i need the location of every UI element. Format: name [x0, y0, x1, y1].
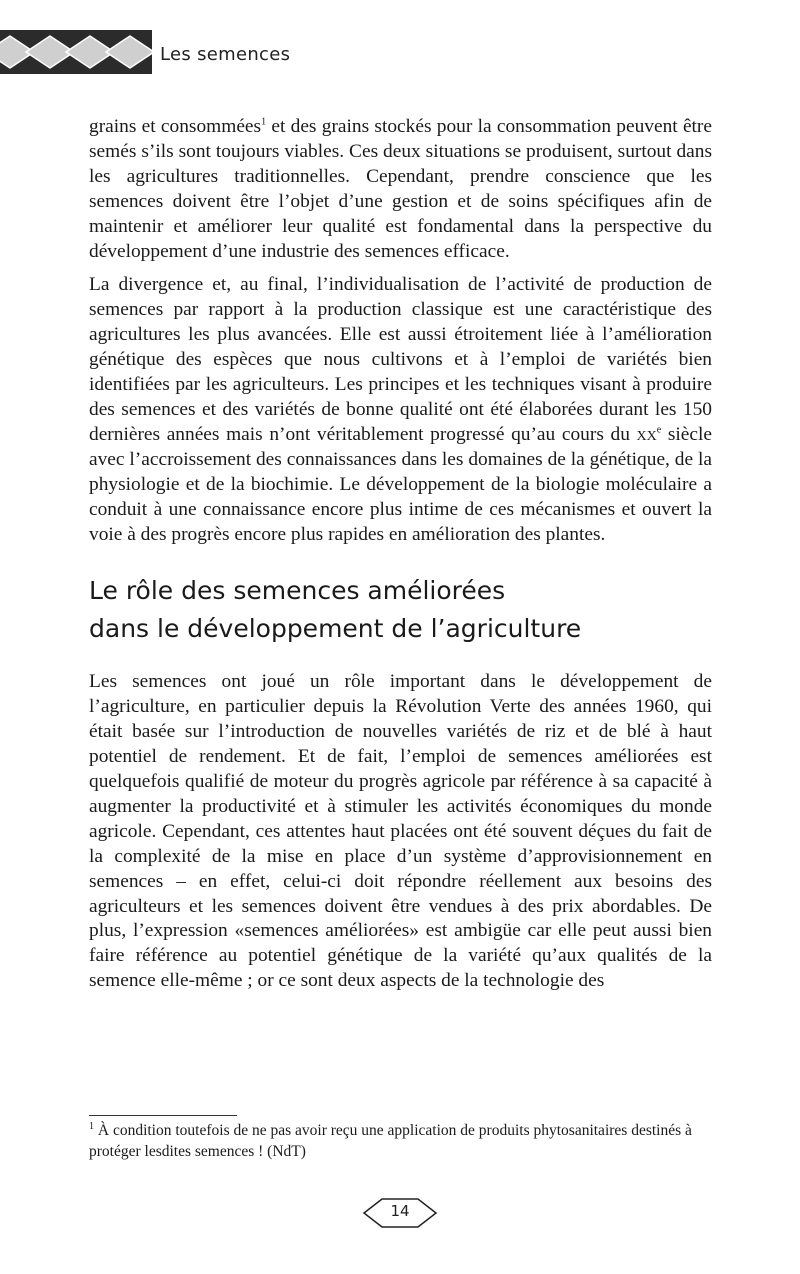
paragraph-1 — [89, 115, 712, 264]
footnote-reference: 1 — [261, 116, 267, 128]
running-header — [0, 30, 800, 74]
header-diamond-band — [0, 30, 152, 74]
section-heading — [89, 572, 712, 648]
footnote-divider — [89, 1115, 237, 1116]
footnote-text: À condition toutefois de ne pas avoir reçu une application de produits phytosanitaires destinés à protéger lesdites semences ! (NdT) — [89, 1122, 692, 1160]
section-heading-line-2: dans le développement de l’agriculture — [89, 614, 582, 644]
paragraph-1-start: grains et consommées — [89, 116, 262, 137]
paragraph-2 — [89, 273, 712, 547]
century-superscript: e — [656, 424, 662, 436]
running-header-title: Les semences — [160, 44, 291, 65]
page-number-badge — [360, 1196, 440, 1230]
century-numeral: xx — [636, 423, 657, 445]
section-heading-line-1: Le rôle des semences améliorées — [89, 576, 506, 606]
page-number: 14 — [390, 1202, 410, 1220]
paragraph-2-start: La divergence et, au final, l’individualisation de l’activité de production de semences par rapport à la production classique est une caractéristique des agricultures les plus avancées. Elle est aussi étroitement liée à l’amélioration génétique des espèces que nous cultivons et à l’emploi de variétés bien identifiées par les agriculteurs. Les principes et les techniques visant à produire des semences et des variétés de bonne qualité ont été élaborées durant les 150 dernières années mais n’ont véritablement progressé qu’au cours du — [89, 274, 712, 445]
paragraph-2-rest: siècle avec l’accroissement des connaissances dans les domaines de la génétique, de la physiologie et de la biochimie. Le développement de la biologie moléculaire a conduit à une connaissance encore plus intime de ces mécanismes et ouvert la voie à des progrès encore plus rapides en amélioration des plantes. — [89, 423, 712, 545]
footnote-marker: 1 — [89, 1120, 94, 1132]
page-body — [89, 115, 712, 1003]
footnote — [89, 1120, 712, 1162]
paragraph-1-rest: et des grains stockés pour la consommation peuvent être semés s’ils sont toujours viables. Ces deux situations se produisent, surtout dans les agricultures traditionnelles. Cependant, prendre conscience que les semences doivent être l’objet d’une gestion et de soins spécifiques afin de maintenir et améliorer leur qualité est fondamental dans la perspective du développement d’une industrie des semences efficace. — [89, 116, 712, 262]
paragraph-3: Les semences ont joué un rôle important dans le développement de l’agriculture, en particulier depuis la Révolution Verte des années 1960, qui était basée sur l’introduction de nouvelles variétés de riz et de blé à haut potentiel de rendement. Et de fait, l’emploi de semences améliorées est quelquefois qualifié de moteur du progrès agricole par référence à sa capacité à augmenter la productivité et à stimuler les activités économiques du monde agricole. Cependant, ces attentes haut placées ont été souvent déçues du fait de la complexité de la mise en place d’un système d’approvisionnement en semences – en effet, celui-ci doit répondre réellement aux besoins des agriculteurs et les semences doivent être vendues à des prix abordables. De plus, l’expression «semences améliorées» est ambigüe car elle peut aussi bien faire référence au potentiel génétique de la variété qu’aux qualités de la semence elle-même ; or ce sont deux aspects de la technologie des — [89, 671, 712, 992]
